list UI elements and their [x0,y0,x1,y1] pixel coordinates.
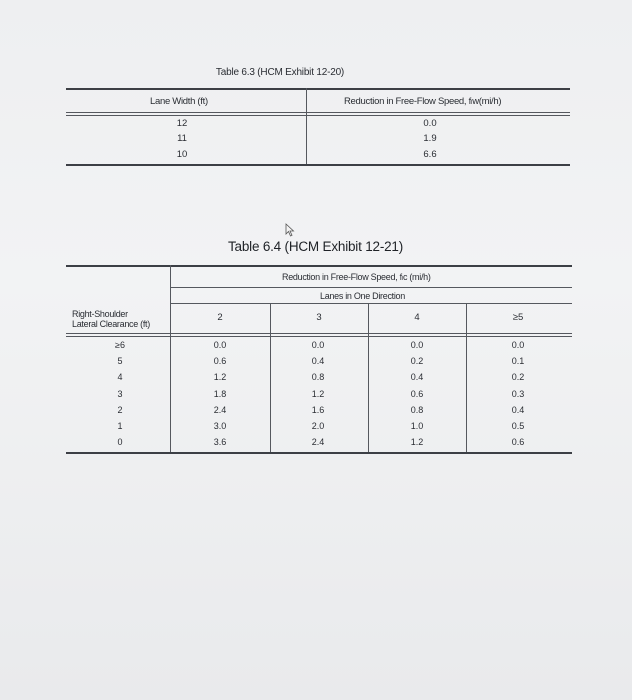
table2-cell: 0.0 [213,340,227,350]
table2-cell: 1.2 [311,389,325,399]
table1-cell: 0.0 [423,118,437,129]
table2-cell: 0.2 [511,372,525,382]
table1-caption: Table 6.3 (HCM Exhibit 12-20) [215,67,345,78]
table2-cell: 0.8 [410,405,424,415]
table2-cell: 0.1 [511,356,525,366]
table2-cell: 0.8 [311,372,325,382]
table2-cell: 0.4 [410,372,424,382]
table2-header-rule-2 [66,336,572,337]
table2-cell: 0.6 [410,389,424,399]
table2-cell: 0.0 [511,340,525,350]
table2-cell: 1.8 [213,389,227,399]
table2-group-rule [170,287,572,288]
table2-clearance-cell: 1 [117,421,123,431]
table2-clearance-cell: 0 [117,437,123,447]
table2-cell: 1.0 [410,421,424,431]
table2-cell: 1.6 [311,405,325,415]
table2-cell: 3.0 [213,421,227,431]
table2-cell: 0.3 [511,389,525,399]
table2-sub-header: Lanes in One Direction [320,291,405,301]
table2-cell: 0.4 [311,356,325,366]
table1-cell: 10 [176,149,188,160]
table2-sub-rule [170,303,572,304]
table1-header-reduction: Reduction in Free-Flow Speed, fₗw(mi/h) [344,96,502,107]
table2-column-divider [170,265,171,452]
table2-cell: 1.2 [410,437,424,447]
table2-caption: Table 6.4 (HCM Exhibit 12-21) [228,239,404,254]
table1-column-divider [306,88,307,164]
table2-cell: 0.0 [410,340,424,350]
table2-column-divider [466,303,467,452]
table2-bottom-rule [66,452,572,454]
table1-cell: 11 [177,133,187,144]
table2-clearance-cell: 4 [117,372,123,382]
table2-lanes-header: 2 [217,312,223,323]
table2-cell: 0.6 [213,356,227,366]
table2-clearance-cell: ≥6 [115,340,125,350]
table2-lanes-header: 4 [414,312,420,323]
table1-top-rule [66,88,570,90]
table2-row-header-line1: Right-Shoulder [72,309,128,319]
mouse-pointer-icon [285,223,295,237]
table2-cell: 0.2 [410,356,424,366]
table2-cell: 2.4 [213,405,227,415]
table2-cell: 1.2 [213,372,227,382]
table2-cell: 2.4 [311,437,325,447]
table2-row-header-line2: Lateral Clearance (ft) [72,319,150,329]
table2-cell: 3.6 [213,437,227,447]
table2-clearance-cell: 2 [117,405,123,415]
table2-header-rule [66,333,572,334]
table2-column-divider [270,303,271,452]
table1-header-rule [66,112,570,113]
table1-header-lane-width: Lane Width (ft) [150,96,208,107]
table2-group-header: Reduction in Free-Flow Speed, fₗc (mi/h) [282,272,431,282]
table1-cell: 1.9 [423,133,437,144]
table2-column-divider [368,303,369,452]
table2-lanes-header: 3 [316,312,322,323]
table2-cell: 2.0 [311,421,325,431]
table2-top-rule [66,265,572,267]
table2-cell: 0.4 [511,405,525,415]
table2-cell: 0.5 [511,421,525,431]
table1-cell: 6.6 [423,149,437,160]
table1-bottom-rule [66,164,570,166]
table1-cell: 12 [176,118,188,129]
table2-clearance-cell: 3 [117,389,123,399]
table1-header-rule-2 [66,115,570,116]
table2-lanes-header: ≥5 [512,312,524,323]
table2-row-header [72,309,150,329]
table2-clearance-cell: 5 [117,356,123,366]
table2-cell: 0.0 [311,340,325,350]
table2-cell: 0.6 [511,437,525,447]
